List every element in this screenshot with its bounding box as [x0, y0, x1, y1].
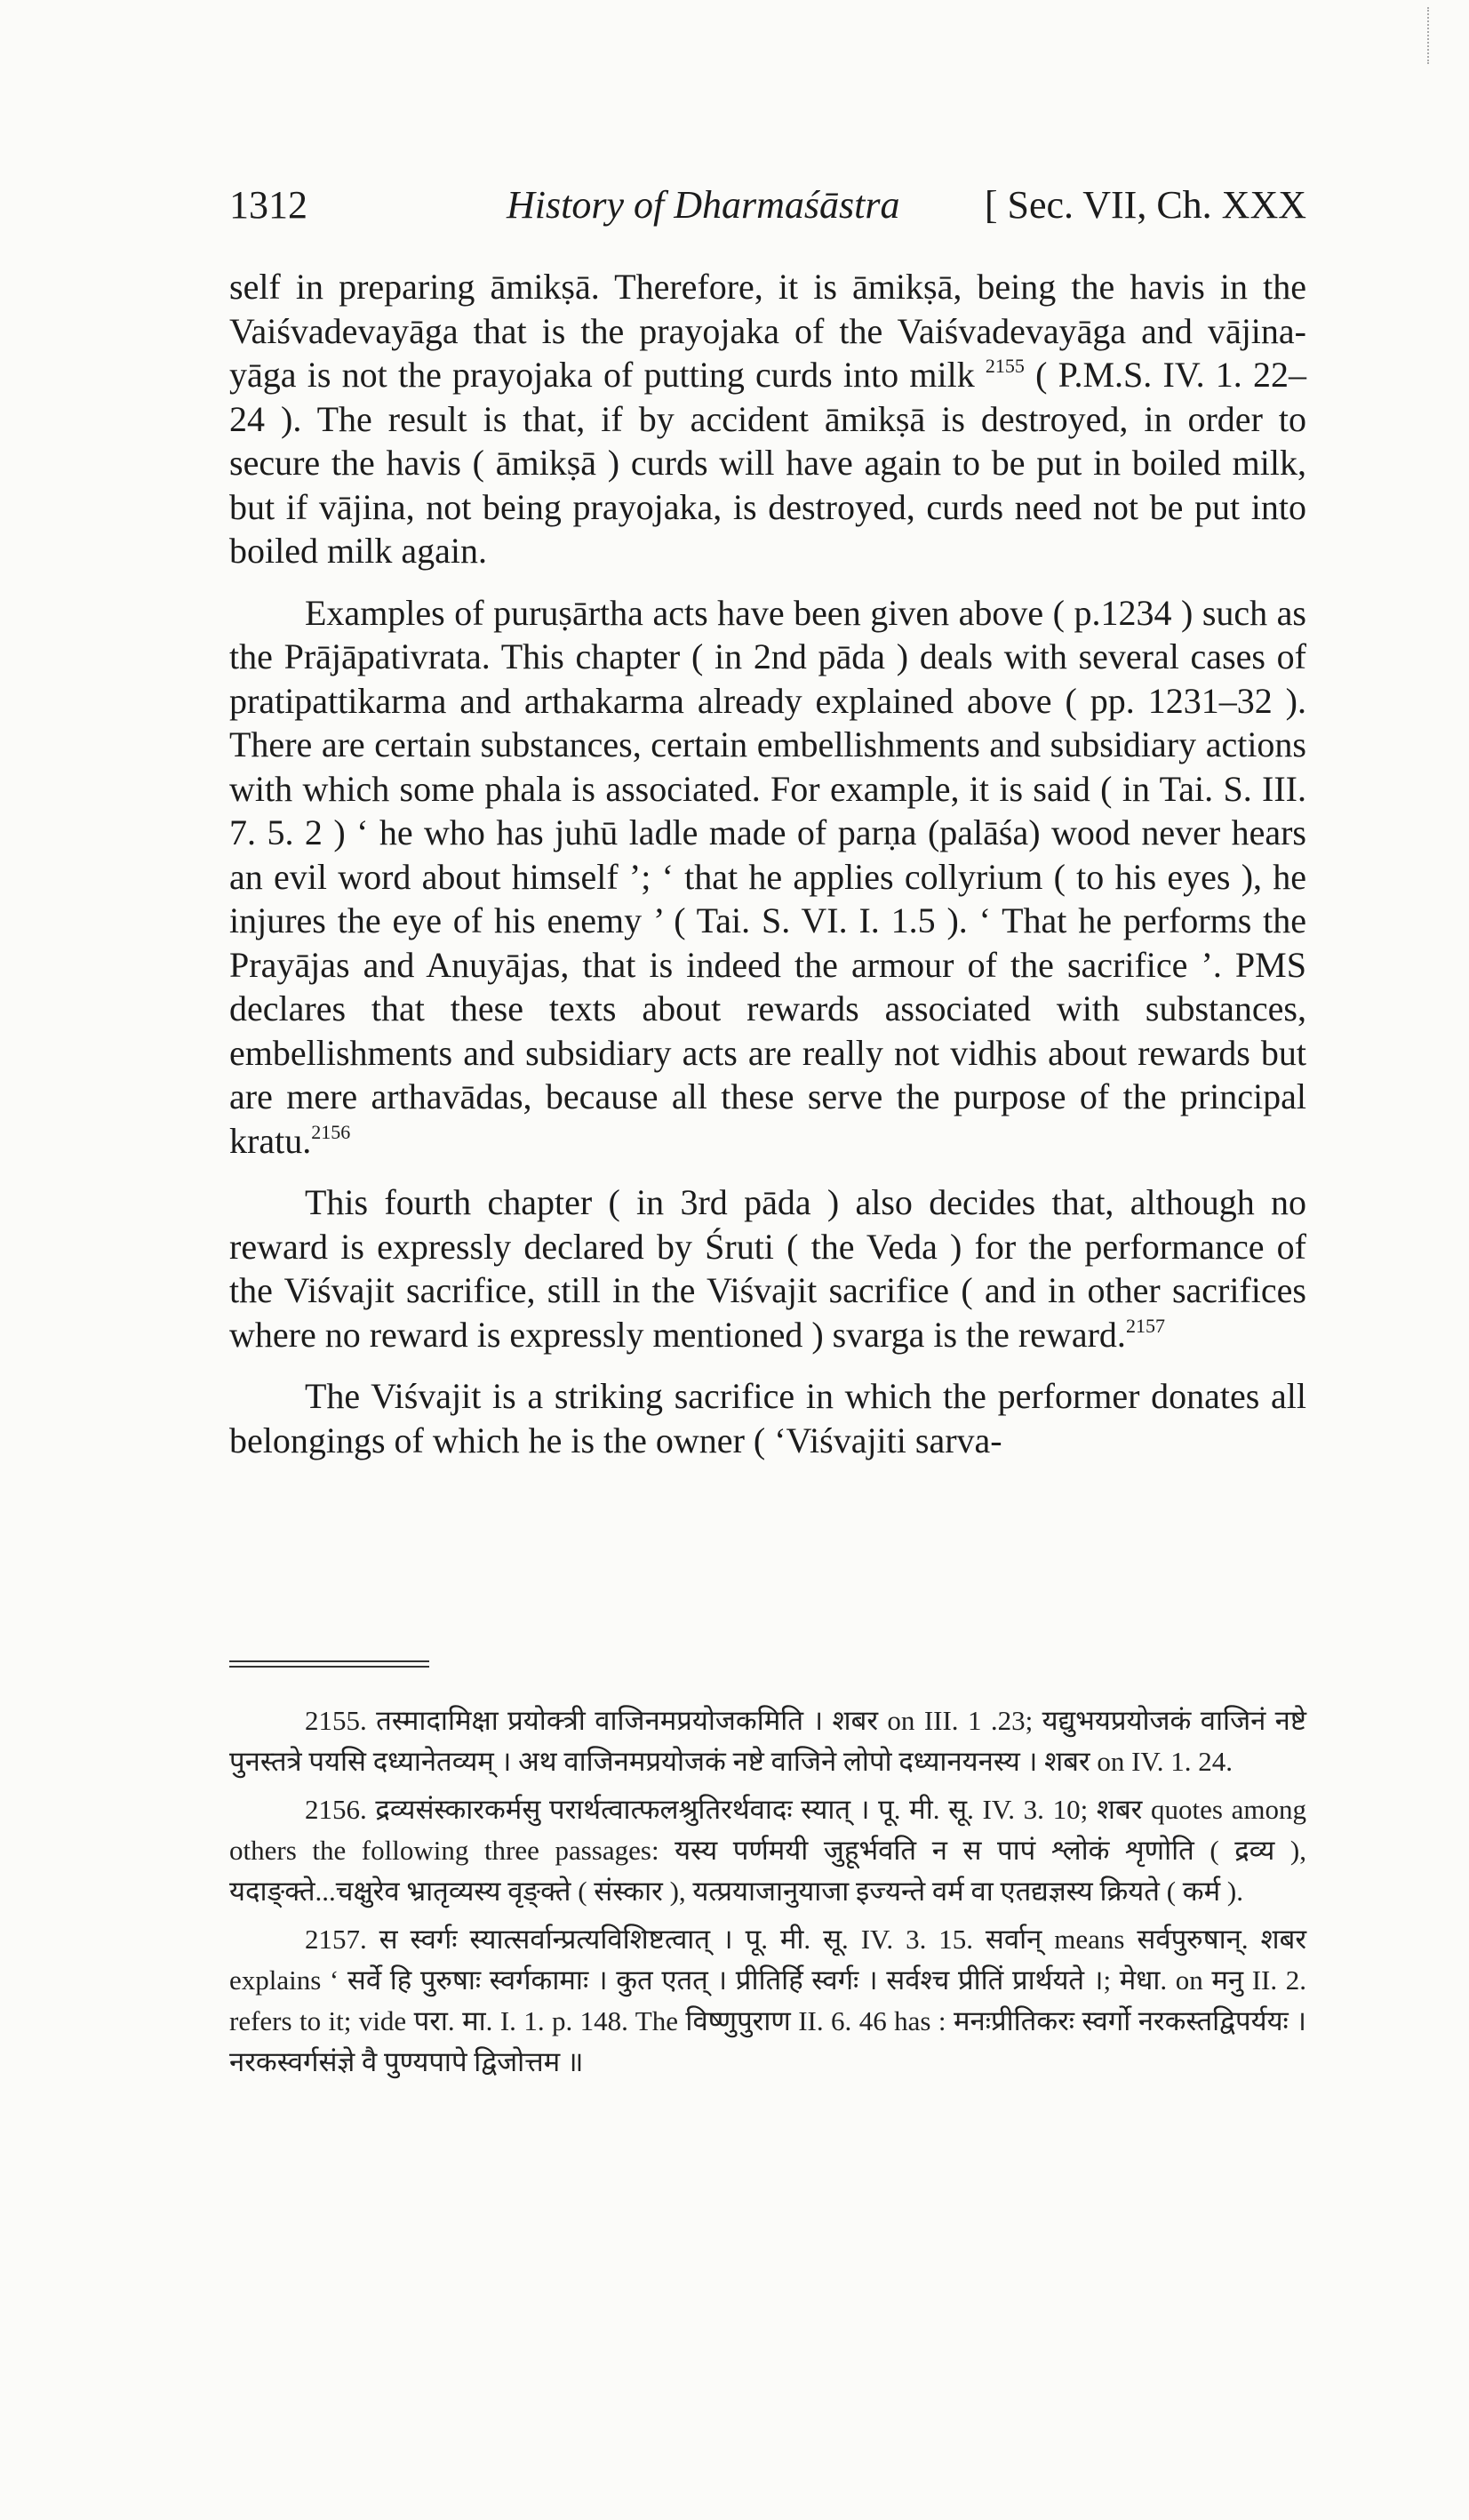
- paragraph: [229, 591, 1306, 1164]
- paragraph-text: The Viśvajit is a striking sacrifice in which the performer donates all belongings of which he is the owner ( ‘Viśvajiti sarva-: [229, 1376, 1306, 1460]
- paragraph-text: Examples of puruṣārtha acts have been given above ( p.1234 ) such as the Prājāpativrata. This chapter ( in 2nd pāda ) deals with several cases of pratipattikarma and arthakarma already explained above ( pp. 1231–32 ). There are certain substances, certain embellishments and subsidiary actions with which some phala is associated. For example, it is said ( in Tai. S. III. 7. 5. 2 ) ‘ he who has juhū ladle made of parṇa (palāśa) wood never hears an evil word about himself ’; ‘ that he applies collyrium ( to his eyes ), he injures the eye of his enemy ’ ( Tai. S. VI. I. 1.5 ). ‘ That he performs the Prayājas and Anuyājas, that is indeed the armour of the sacrifice ’. PMS declares that these texts about rewards associated with substances, embellishments and subsidiary acts are really not vidhis about rewards but are mere arthavādas, because all these serve the purpose of the principal kratu.: [229, 592, 1306, 1161]
- margin-mark: [1427, 7, 1431, 64]
- footnote: 2157. स स्वर्गः स्यात्सर्वान्प्रत्यविशिष्टत्वात् । पू. मी. सू. IV. 3. 15. सर्वान् means सर्वपुरुषान्. शबर explains ‘ सर्वे हि पुरुषाः स्वर्गकामाः । कुत एतत् । प्रीतिर्हि स्वर्गः । सर्वश्च प्रीतिं प्रार्थयते ।; मेधा. on मनु II. 2. refers to it; vide परा. मा. I. 1. p. 148. The विष्णुपुराण II. 6. 46 has : मनःप्रीतिकरः स्वर्गो नरकस्तद्विपर्ययः । नरकस्वर्गसंज्ञे वै पुण्यपापे द्विजोत्तम ॥: [229, 1924, 1306, 2077]
- body-text: [229, 265, 1306, 1462]
- footnote: 2155. तस्मादामिक्षा प्रयोक्त्री वाजिनमप्रयोजकमिति । शबर on III. 1 .23; यद्युभयप्रयोजकं वाजिनं नष्टे पुनस्तत्रे पयसि दध्यानेतव्यम् । अथ वाजिनमप्रयोजकं नष्टे वाजिने लोपो दध्यानयनस्य । शबर on IV. 1. 24.: [229, 1705, 1306, 1777]
- footnote-separator: [229, 1660, 429, 1668]
- page-number: 1312: [229, 183, 307, 227]
- footnote-ref: 2156: [311, 1120, 351, 1143]
- paragraph-continuation: [229, 265, 1306, 573]
- footnote: 2156. द्रव्यसंस्कारकर्मसु परार्थत्वात्फलश्रुतिरर्थवादः स्यात् । पू. मी. सू. IV. 3. 10; शबर quotes among others the following three passages: यस्य पर्णमयी जुहूर्भवति न स पापं श्लोकं शृणोति ( द्रव्य ), यदाङ्क्ते...चक्षुरेव भ्रातृव्यस्य वृङ्क्ते ( संस्कार ), यत्प्रयाजानुयाजा इज्यन्ते वर्म वा एतद्यज्ञस्य क्रियते ( कर्म ).: [229, 1794, 1306, 1907]
- footnotes: [229, 1700, 1306, 2083]
- running-title: History of Dharmaśāstra: [507, 183, 900, 227]
- section-reference: [ Sec. VII, Ch. XXX: [984, 183, 1306, 227]
- paragraph: [229, 1180, 1306, 1356]
- paragraph: [229, 1374, 1306, 1462]
- page-header: [229, 174, 1306, 236]
- paragraph-text: self in preparing āmikṣā. Therefore, it is āmikṣā, being the havis in the Vaiśvadevayāga that is the prayojaka of the Vaiśvadevayāga and vājina-yāga is not the prayojaka of putting curds into milk: [229, 267, 1306, 395]
- paragraph-text: ( P.M.S. IV. 1. 22–24 ). The result is that, if by accident āmikṣā is destroyed, in order to secure the havis ( āmikṣā ) curds will have again to be put in boiled milk, but if vājina, not being prayojaka, is destroyed, curds need not be put into boiled milk again.: [229, 355, 1307, 571]
- paragraph-text: This fourth chapter ( in 3rd pāda ) also decides that, although no reward is expressly declared by Śruti ( the Veda ) for the performance of the Viśvajit sacrifice, still in the Viśvajit sacrifice ( and in other sacrifices where no reward is expressly mentioned ) svarga is the reward.: [229, 1182, 1306, 1355]
- footnote-ref: 2155: [985, 355, 1025, 377]
- footnote-ref: 2157: [1125, 1314, 1165, 1337]
